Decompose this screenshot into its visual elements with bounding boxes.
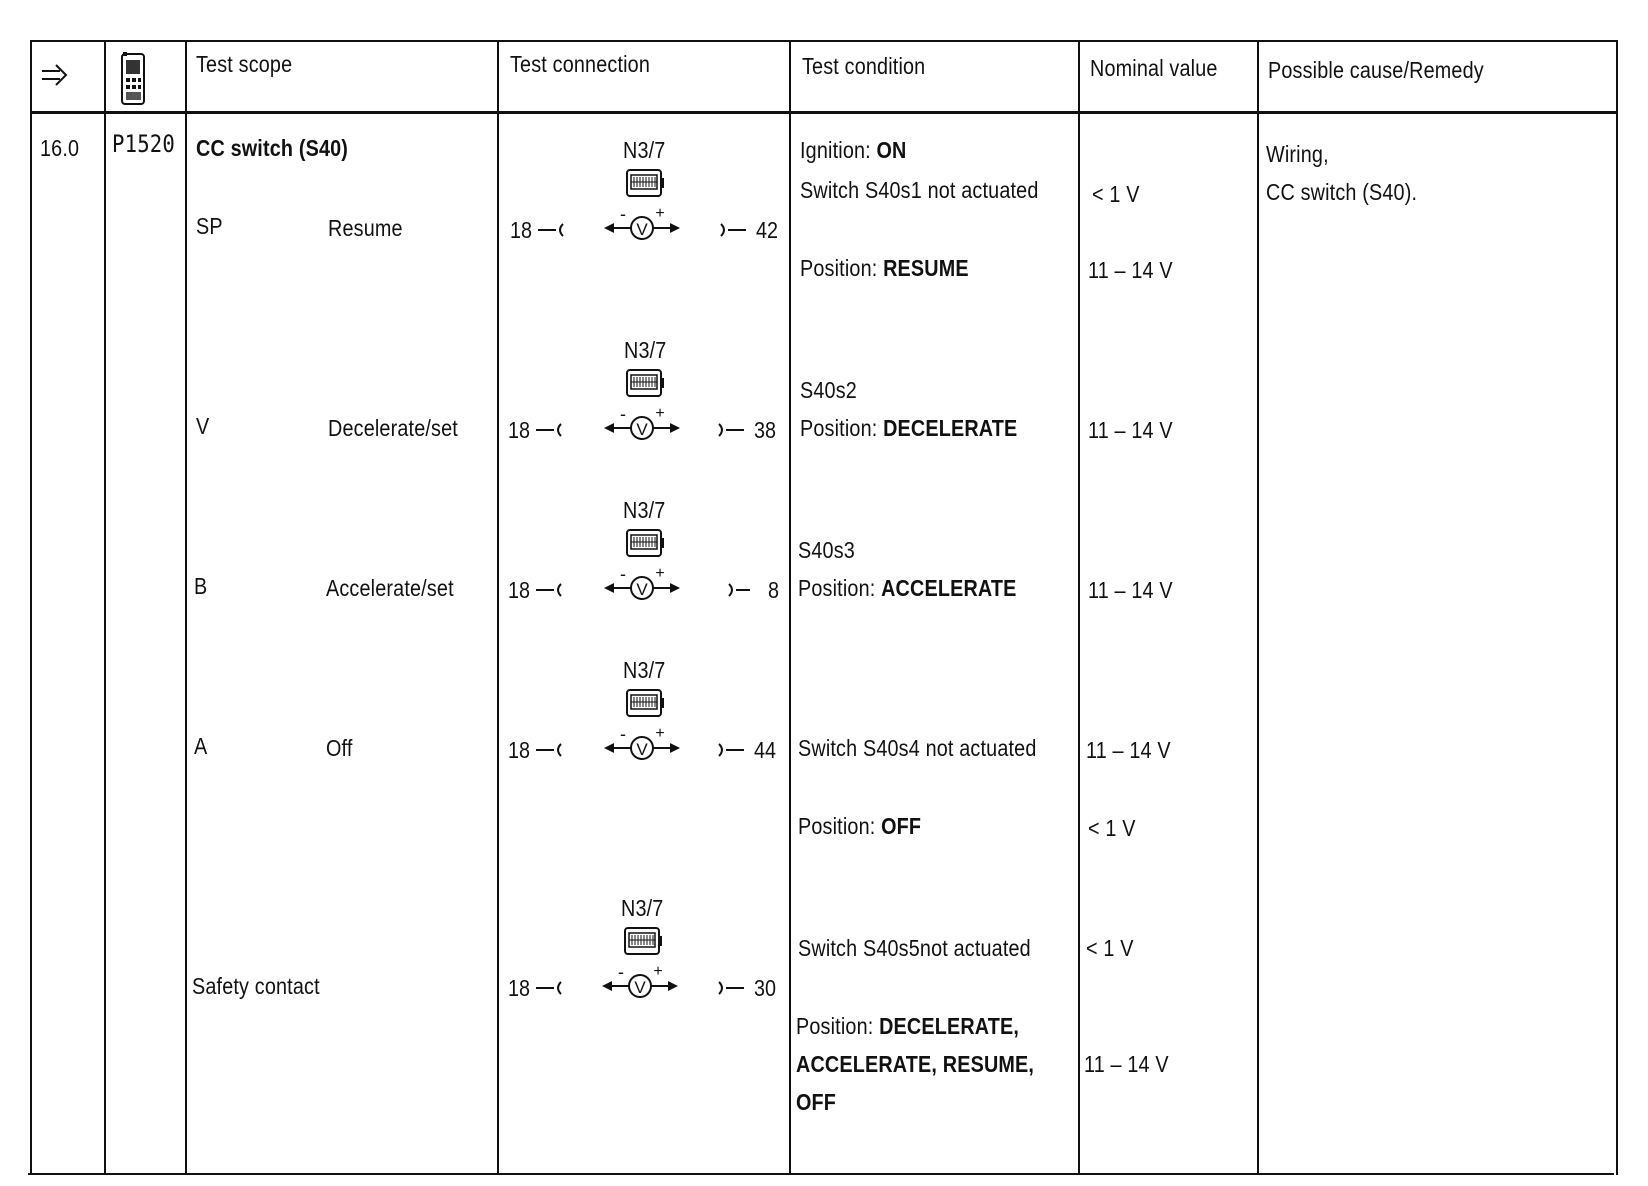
test-3-meter [602, 528, 682, 606]
fault-code: P1520 [112, 130, 175, 158]
svg-text:V: V [636, 740, 648, 759]
header-test-connection: Test connection [510, 51, 651, 77]
cond-text: Position: [798, 575, 882, 601]
voltmeter-icon [602, 962, 678, 997]
svg-text:+: + [655, 565, 665, 582]
test-3-pin-left: 18 [508, 577, 531, 603]
test-5-cond-4: OFF [796, 1089, 837, 1115]
cond-text: Ignition: [800, 137, 877, 163]
plug-left-icon [534, 422, 564, 443]
test-5-name: Safety contact [192, 973, 320, 999]
col-border-6 [1257, 40, 1259, 1175]
test-4-abbr: A [194, 733, 208, 759]
plug-right-icon [718, 222, 748, 243]
test-2-meter [602, 368, 682, 446]
test-5-module: N3/7 [621, 895, 664, 921]
test-3-pin-right: 8 [768, 577, 780, 603]
test-4-pin-left: 18 [508, 737, 531, 763]
plug-left-icon [534, 980, 564, 1001]
test-5-pin-left: 18 [508, 975, 531, 1001]
plug-left-icon [534, 582, 564, 603]
col-border-4 [789, 40, 791, 1175]
test-3-name: Accelerate/set [326, 575, 454, 601]
svg-text:+: + [653, 963, 663, 980]
test-1-value-2: 11 – 14 V [1088, 257, 1173, 283]
test-2-pin-left: 18 [508, 417, 531, 443]
svg-text:V: V [636, 580, 648, 599]
cause-line-1: Wiring, [1266, 141, 1329, 167]
col-border-2 [185, 40, 187, 1175]
test-4-meter [602, 688, 682, 766]
test-3-cond-2 [798, 574, 1017, 602]
voltmeter-icon [604, 724, 680, 759]
col-border-5 [1078, 40, 1080, 1175]
test-2-abbr: V [196, 413, 210, 439]
svg-text:-: - [620, 724, 626, 744]
test-4-pin-right: 44 [754, 737, 777, 763]
test-4-module: N3/7 [623, 657, 666, 683]
test-3-module: N3/7 [623, 497, 666, 523]
test-1-pin-left: 18 [510, 217, 533, 243]
col-border-7 [1616, 40, 1618, 1175]
test-5-cond-3: ACCELERATE, RESUME, [796, 1051, 1035, 1077]
test-1-cond-1 [800, 136, 907, 164]
plug-left-icon [536, 222, 566, 243]
cond-bold: DECELERATE [883, 415, 1018, 441]
cond-text: Position: [796, 1013, 880, 1039]
step-number: 16.0 [40, 135, 80, 161]
test-5-cond-2 [796, 1012, 1019, 1040]
control-unit-connector-icon [627, 370, 664, 396]
test-4-cond-1: Switch S40s4 not actuated [798, 735, 1037, 761]
test-4-cond-2 [798, 812, 921, 840]
header-possible-cause: Possible cause/Remedy [1268, 57, 1484, 83]
svg-text:V: V [636, 420, 648, 439]
svg-text:V: V [636, 220, 648, 239]
test-1-pin-right: 42 [756, 217, 779, 243]
test-3-cond-1: S40s3 [798, 537, 855, 563]
test-2-cond-1: S40s2 [800, 377, 857, 403]
col-border-1 [104, 40, 106, 1175]
test-3-abbr: B [194, 573, 208, 599]
plug-right-icon [716, 742, 746, 763]
header-nominal-value: Nominal value [1090, 55, 1218, 81]
test-3-value-1: 11 – 14 V [1088, 577, 1173, 603]
test-5-meter [600, 926, 680, 1004]
test-1-cond-2: Switch S40s1 not actuated [800, 177, 1039, 203]
svg-text:-: - [620, 204, 626, 224]
test-5-cond-1: Switch S40s5not actuated [798, 935, 1031, 961]
cond-bold: ON [876, 137, 907, 163]
svg-text:+: + [655, 205, 665, 222]
cond-bold: RESUME [883, 255, 969, 281]
cond-text: Position: [798, 813, 882, 839]
arrow-right-icon [40, 60, 70, 90]
cond-text: Position: [800, 255, 884, 281]
control-unit-connector-icon [627, 530, 664, 556]
cond-text: Position: [800, 415, 884, 441]
cond-bold: DECELERATE, [879, 1013, 1020, 1039]
test-5-pin-right: 30 [754, 975, 777, 1001]
table-bottom-border [28, 1173, 1614, 1175]
test-1-value-1: < 1 V [1092, 181, 1140, 207]
col-border-0 [30, 40, 32, 1175]
test-4-value-1: 11 – 14 V [1086, 737, 1171, 763]
plug-right-icon [716, 422, 746, 443]
svg-text:+: + [655, 725, 665, 742]
test-5-value-2: 11 – 14 V [1084, 1051, 1169, 1077]
voltmeter-icon [604, 404, 680, 439]
header-test-scope: Test scope [196, 51, 293, 77]
test-4-name: Off [326, 735, 353, 761]
control-unit-connector-icon [625, 928, 662, 954]
plug-left-icon [534, 742, 564, 763]
test-1-cond-3 [800, 254, 969, 282]
header-bottom-border [30, 111, 1618, 114]
table-top-border [30, 40, 1618, 42]
test-2-module: N3/7 [624, 337, 667, 363]
test-1-abbr: SP [196, 213, 223, 239]
cause-line-2: CC switch (S40). [1266, 179, 1418, 205]
component-title: CC switch (S40) [196, 135, 349, 161]
svg-text:-: - [620, 564, 626, 584]
svg-text:+: + [655, 405, 665, 422]
test-5-value-1: < 1 V [1086, 935, 1134, 961]
svg-text:-: - [618, 962, 624, 982]
test-4-value-2: < 1 V [1088, 815, 1136, 841]
control-unit-connector-icon [627, 690, 664, 716]
header-test-condition: Test condition [802, 53, 926, 79]
control-unit-connector-icon [627, 170, 664, 196]
test-1-module: N3/7 [623, 137, 666, 163]
test-2-name: Decelerate/set [328, 415, 458, 441]
test-2-value-1: 11 – 14 V [1088, 417, 1173, 443]
plug-right-icon [716, 980, 746, 1001]
svg-text:-: - [620, 404, 626, 424]
cond-bold: ACCELERATE [881, 575, 1017, 601]
cond-bold: OFF [881, 813, 922, 839]
test-2-pin-right: 38 [754, 417, 777, 443]
plug-right-icon [726, 582, 756, 603]
col-border-3 [497, 40, 499, 1175]
test-2-cond-2 [800, 414, 1017, 442]
test-1-name: Resume [328, 215, 403, 241]
svg-text:V: V [634, 978, 646, 997]
voltmeter-icon [604, 564, 680, 599]
test-1-meter [602, 168, 682, 246]
voltmeter-icon [604, 204, 680, 239]
handheld-tester-icon [116, 52, 150, 106]
